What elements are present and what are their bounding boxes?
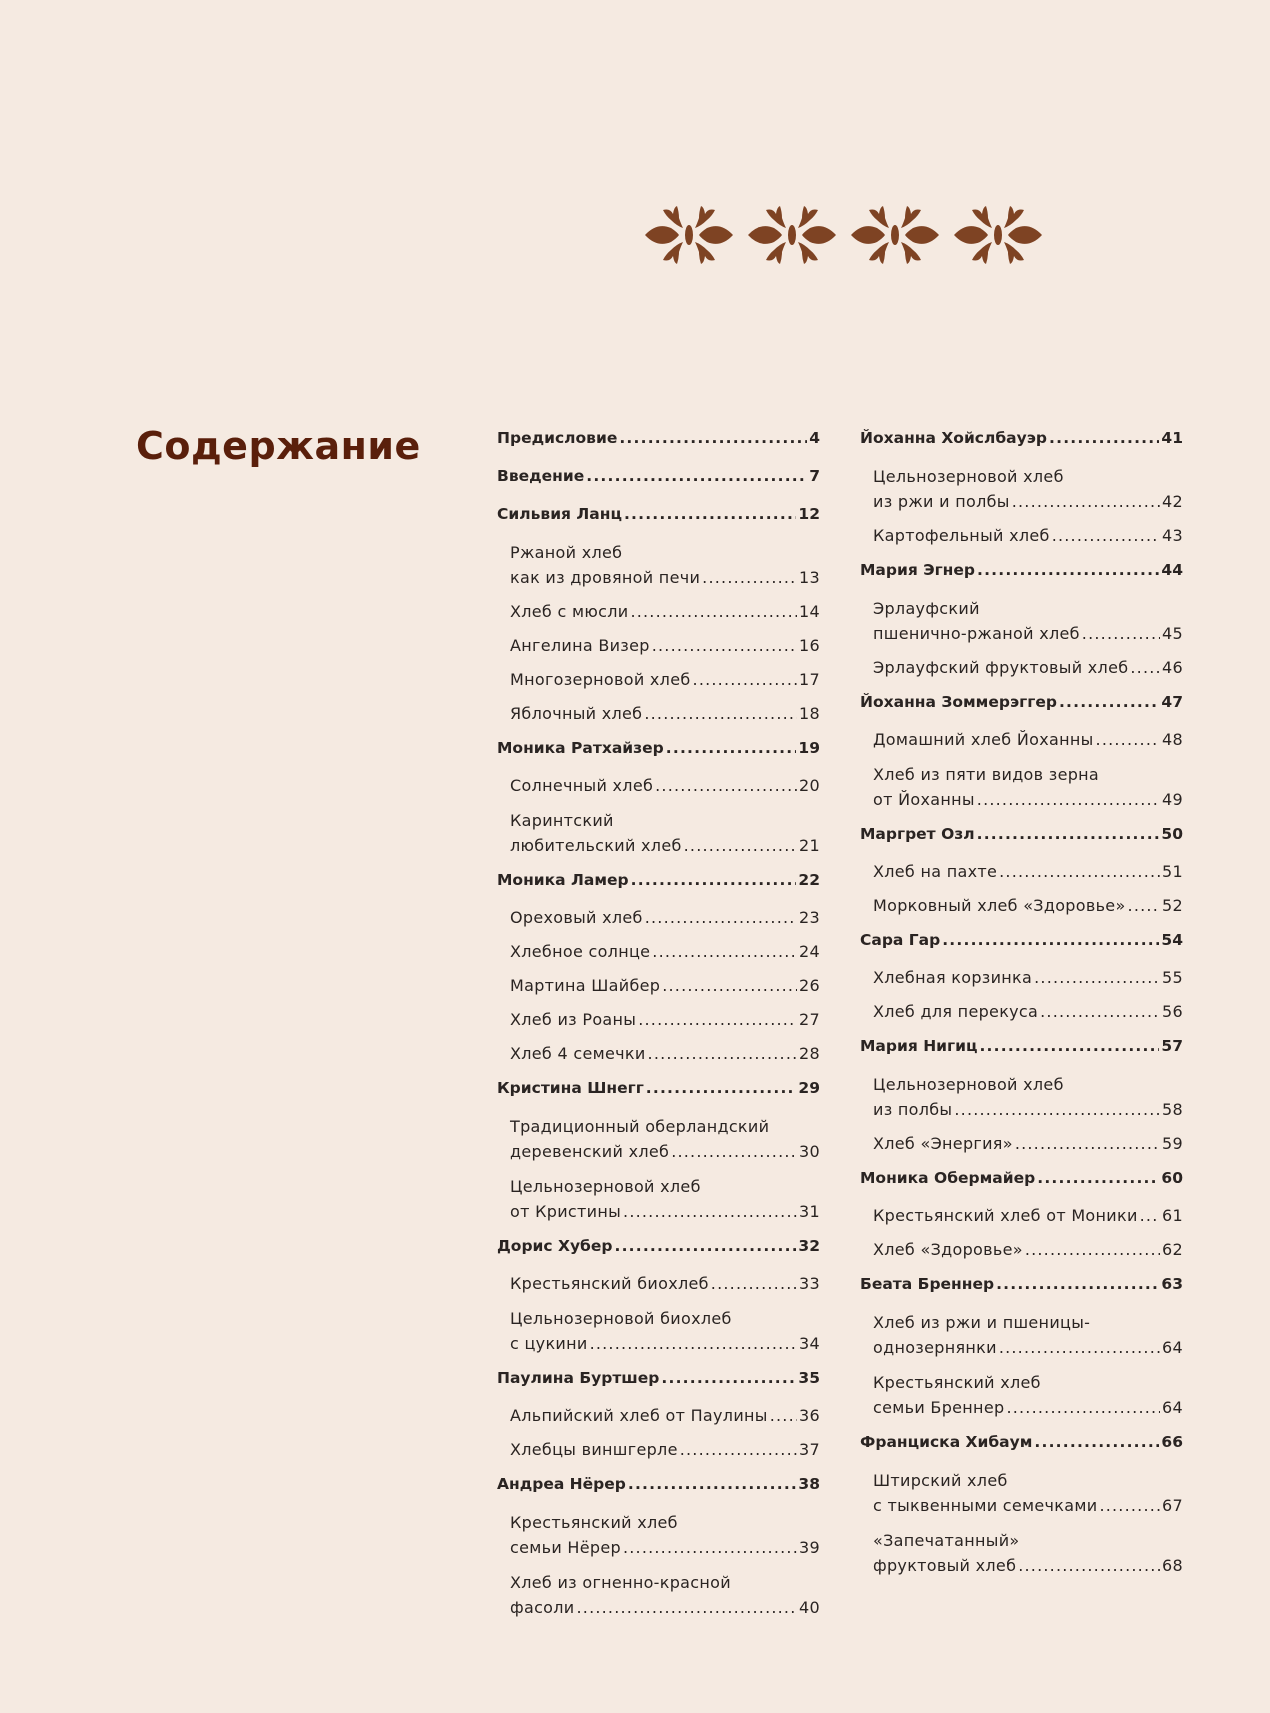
page-number: 66 <box>1161 1433 1183 1451</box>
toc-recipe-entry[interactable] <box>497 974 820 998</box>
toc-section-entry[interactable] <box>497 426 820 450</box>
dot-leader <box>1049 426 1159 450</box>
dot-leader <box>977 558 1159 582</box>
toc-entry-title-line: Традиционный оберландский <box>510 1117 770 1136</box>
page-number: 47 <box>1161 693 1183 711</box>
page-number: 61 <box>1162 1206 1183 1225</box>
toc-entry-title-line: Цельнозерновой хлеб <box>873 1075 1064 1094</box>
page-number: 56 <box>1162 1002 1183 1021</box>
dot-leader <box>1130 656 1160 680</box>
page-number: 23 <box>799 908 820 927</box>
toc-entry-title: Хлеб для перекуса <box>873 1002 1039 1021</box>
toc-entry-title: пшенично-ржаной хлеб <box>873 624 1080 643</box>
page-number: 46 <box>1162 658 1183 677</box>
toc-recipe-entry[interactable] <box>860 966 1183 990</box>
dot-leader <box>942 928 1159 952</box>
toc-section-entry[interactable] <box>860 558 1183 582</box>
dot-leader <box>586 464 807 488</box>
toc-recipe-entry[interactable] <box>860 1528 1183 1578</box>
toc-recipe-entry[interactable] <box>860 1238 1183 1262</box>
dot-leader <box>577 1596 798 1620</box>
dot-leader <box>646 1076 797 1100</box>
toc-entry-title-line: Крестьянский хлеб <box>510 1513 678 1532</box>
toc-entry-title: с тыквенными семечками <box>873 1496 1098 1515</box>
toc-recipe-entry[interactable] <box>860 1310 1183 1360</box>
toc-entry-title: Дорис Хубер <box>497 1237 613 1255</box>
dot-leader <box>693 668 798 692</box>
toc-entry-title-line: «Запечатанный» <box>873 1531 1020 1550</box>
toc-entry-title: Крестьянский биохлеб <box>510 1274 709 1293</box>
toc-section-entry[interactable] <box>497 736 820 760</box>
page-number: 32 <box>798 1237 820 1255</box>
toc-entry-title: Эрлауфский фруктовый хлеб <box>873 658 1129 677</box>
page-number: 13 <box>799 568 820 587</box>
dot-leader <box>630 600 797 624</box>
dot-leader <box>590 1332 797 1356</box>
toc-entry-title: Крестьянский хлеб от Моники <box>873 1206 1138 1225</box>
dot-leader <box>631 868 797 892</box>
page-number: 27 <box>799 1010 820 1029</box>
toc-entry-title: Йоханна Зоммерэггер <box>860 693 1057 711</box>
dot-leader <box>1059 690 1159 714</box>
page-number: 35 <box>798 1369 820 1387</box>
toc-entry-title: от Кристины <box>510 1202 622 1221</box>
toc-entry-title: Мария Нигиц <box>860 1037 978 1055</box>
toc-recipe-entry[interactable] <box>860 894 1183 918</box>
toc-section-entry[interactable] <box>860 822 1183 846</box>
page-number: 30 <box>799 1142 820 1161</box>
dot-leader <box>628 1472 797 1496</box>
toc-recipe-entry[interactable] <box>860 596 1183 646</box>
toc-recipe-entry[interactable] <box>497 702 820 726</box>
toc-entry-title: Хлебная корзинка <box>873 968 1033 987</box>
dot-leader <box>1025 1238 1160 1262</box>
toc-section-entry[interactable] <box>860 426 1183 450</box>
dot-leader <box>711 1272 797 1296</box>
dot-leader <box>977 822 1160 846</box>
dot-leader <box>624 502 796 526</box>
toc-recipe-entry[interactable] <box>860 860 1183 884</box>
toc-entry-title: с цукини <box>510 1334 588 1353</box>
toc-entry-title: из полбы <box>873 1100 953 1119</box>
toc-recipe-entry[interactable] <box>860 464 1183 514</box>
page-number: 58 <box>1162 1100 1183 1119</box>
toc-entry-title: Маргрет Озл <box>860 825 975 843</box>
toc-recipe-entry[interactable] <box>497 1510 820 1560</box>
page-number: 51 <box>1162 862 1183 881</box>
toc-recipe-entry[interactable] <box>497 906 820 930</box>
toc-entry-title: Хлеб «Здоровье» <box>873 1240 1023 1259</box>
toc-recipe-entry[interactable] <box>497 774 820 798</box>
toc-entry-title: любительский хлеб <box>510 836 682 855</box>
toc-entry-title: от Йоханны <box>873 790 975 809</box>
toc-entry-title: фруктовый хлеб <box>873 1556 1017 1575</box>
toc-entry-title: Ангелина Визер <box>510 636 650 655</box>
toc-recipe-entry[interactable] <box>860 1370 1183 1420</box>
toc-recipe-entry[interactable] <box>497 1438 820 1462</box>
toc-entry-title: Моника Ратхайзер <box>497 739 664 757</box>
toc-section-entry[interactable] <box>497 1472 820 1496</box>
page-number: 7 <box>809 467 820 485</box>
page-number: 45 <box>1162 624 1183 643</box>
dot-leader <box>623 1536 797 1560</box>
dot-leader <box>648 1042 798 1066</box>
toc-recipe-entry[interactable] <box>497 1570 820 1620</box>
toc-section-entry[interactable] <box>497 1366 820 1390</box>
toc-recipe-entry[interactable] <box>497 1114 820 1164</box>
floral-ornament-icon <box>746 204 838 266</box>
page-number: 52 <box>1162 896 1183 915</box>
toc-recipe-entry[interactable] <box>497 634 820 658</box>
dot-leader <box>996 1272 1159 1296</box>
toc-recipe-entry[interactable] <box>497 1008 820 1032</box>
page-number: 31 <box>799 1202 820 1221</box>
dot-leader <box>1128 894 1160 918</box>
toc-recipe-entry[interactable] <box>497 1306 820 1356</box>
dot-leader <box>638 1008 797 1032</box>
toc-entry-title: Ореховый хлеб <box>510 908 643 927</box>
dot-leader <box>652 634 797 658</box>
page-number: 17 <box>799 670 820 689</box>
page-number: 21 <box>799 836 820 855</box>
dot-leader <box>999 860 1160 884</box>
dot-leader <box>645 906 797 930</box>
toc-entry-title: Предисловие <box>497 429 618 447</box>
page-number: 34 <box>799 1334 820 1353</box>
dot-leader <box>770 1404 797 1428</box>
dot-leader <box>671 1140 797 1164</box>
dot-leader <box>661 1366 796 1390</box>
toc-recipe-entry[interactable] <box>497 540 820 590</box>
page-number: 62 <box>1162 1240 1183 1259</box>
dot-leader <box>662 974 797 998</box>
toc-entry-title: семьи Нёрер <box>510 1538 621 1557</box>
page-number: 42 <box>1162 492 1183 511</box>
dot-leader <box>644 702 797 726</box>
dot-leader <box>1018 1554 1160 1578</box>
toc-entry-title: фасоли <box>510 1598 575 1617</box>
toc-entry-title: Домашний хлеб Йоханны <box>873 730 1094 749</box>
dot-leader <box>1082 622 1160 646</box>
page-number: 22 <box>798 871 820 889</box>
toc-entry-title: семьи Бреннер <box>873 1398 1005 1417</box>
page-number: 14 <box>799 602 820 621</box>
toc-entry-title: Паулина Буртшер <box>497 1369 660 1387</box>
dot-leader <box>655 774 797 798</box>
toc-entry-title: Солнечный хлеб <box>510 776 654 795</box>
page-number: 20 <box>799 776 820 795</box>
toc-section-entry[interactable] <box>860 1034 1183 1058</box>
toc-entry-title: Хлеб 4 семечки <box>510 1044 646 1063</box>
toc-entry-title: Хлеб «Энергия» <box>873 1134 1013 1153</box>
dot-leader <box>999 1336 1160 1360</box>
toc-recipe-entry[interactable] <box>860 524 1183 548</box>
page-number: 64 <box>1162 1338 1183 1357</box>
toc-entry-title-line: Хлеб из огненно-красной <box>510 1573 731 1592</box>
toc-recipe-entry[interactable] <box>860 1072 1183 1122</box>
dot-leader <box>979 1034 1159 1058</box>
page-number: 43 <box>1162 526 1183 545</box>
toc-section-entry[interactable] <box>860 1430 1183 1454</box>
page-number: 59 <box>1162 1134 1183 1153</box>
dot-leader <box>1096 728 1161 752</box>
floral-ornament-icon <box>849 204 941 266</box>
toc-entry-title: Введение <box>497 467 585 485</box>
page-number: 50 <box>1161 825 1183 843</box>
page-number: 54 <box>1161 931 1183 949</box>
toc-recipe-entry[interactable] <box>860 1204 1183 1228</box>
dot-leader <box>1037 1166 1159 1190</box>
dot-leader <box>666 736 797 760</box>
page-number: 19 <box>798 739 820 757</box>
toc-recipe-entry[interactable] <box>860 1468 1183 1518</box>
page-number: 49 <box>1162 790 1183 809</box>
toc-entry-title-line: Ржаной хлеб <box>510 543 623 562</box>
page-number: 48 <box>1162 730 1183 749</box>
toc-entry-title: Андреа Нёрер <box>497 1475 626 1493</box>
page-number: 68 <box>1162 1556 1183 1575</box>
dot-leader <box>623 1200 797 1224</box>
toc-entry-title: Беата Бреннер <box>860 1275 995 1293</box>
toc-entry-title: Картофельный хлеб <box>873 526 1050 545</box>
dot-leader <box>1034 966 1160 990</box>
toc-recipe-entry[interactable] <box>497 1042 820 1066</box>
toc-entry-title: Сильвия Ланц <box>497 505 622 523</box>
page-number: 36 <box>799 1406 820 1425</box>
page-number: 37 <box>799 1440 820 1459</box>
toc-entry-title-line: Цельнозерновой биохлеб <box>510 1309 732 1328</box>
dot-leader <box>1040 1000 1160 1024</box>
dot-leader <box>977 788 1160 812</box>
dot-leader <box>684 834 797 858</box>
dot-leader <box>702 566 797 590</box>
floral-ornament-icon <box>643 204 735 266</box>
toc-entry-title-line: Хлеб из пяти видов зерна <box>873 765 1100 784</box>
toc-entry-title-line: Каринтский <box>510 811 614 830</box>
toc-entry-title-line: Штирский хлеб <box>873 1471 1008 1490</box>
page-number: 38 <box>798 1475 820 1493</box>
toc-entry-title: Хлебное солнце <box>510 942 651 961</box>
toc-entry-title: Многозерновой хлеб <box>510 670 691 689</box>
ornament-row <box>643 204 1044 266</box>
page-number: 44 <box>1161 561 1183 579</box>
toc-entry-title: Хлеб из Роаны <box>510 1010 637 1029</box>
toc-recipe-entry[interactable] <box>860 762 1183 812</box>
page-number: 67 <box>1162 1496 1183 1515</box>
dot-leader <box>680 1438 797 1462</box>
toc-section-entry[interactable] <box>497 1234 820 1258</box>
toc-entry-title: деревенский хлеб <box>510 1142 670 1161</box>
toc-entry-title: Моника Ламер <box>497 871 629 889</box>
dot-leader <box>652 940 797 964</box>
toc-entry-title: из ржи и полбы <box>873 492 1010 511</box>
toc-column-right <box>860 426 1183 1588</box>
page-number: 33 <box>799 1274 820 1293</box>
toc-entry-title-line: Хлеб из ржи и пшеницы- <box>873 1313 1091 1332</box>
toc-section-entry[interactable] <box>860 1272 1183 1296</box>
toc-entry-title: Альпийский хлеб от Паулины <box>510 1406 768 1425</box>
page-number: 41 <box>1161 429 1183 447</box>
toc-recipe-entry[interactable] <box>497 668 820 692</box>
toc-entry-title-line: Цельнозерновой хлеб <box>510 1177 701 1196</box>
page-number: 24 <box>799 942 820 961</box>
page-number: 18 <box>799 704 820 723</box>
page-number: 12 <box>798 505 820 523</box>
toc-section-entry[interactable] <box>860 1166 1183 1190</box>
page-number: 57 <box>1161 1037 1183 1055</box>
toc-entry-title: как из дровяной печи <box>510 568 701 587</box>
toc-entry-title: Йоханна Хойслбауэр <box>860 429 1048 447</box>
dot-leader <box>619 426 807 450</box>
toc-recipe-entry[interactable] <box>497 600 820 624</box>
toc-entry-title-line: Эрлауфский <box>873 599 980 618</box>
page-number: 16 <box>799 636 820 655</box>
floral-ornament-icon <box>952 204 1044 266</box>
page-number: 55 <box>1162 968 1183 987</box>
dot-leader <box>954 1098 1160 1122</box>
page-number: 39 <box>799 1538 820 1557</box>
page-title: Содержание <box>136 424 421 468</box>
dot-leader <box>1099 1494 1160 1518</box>
toc-entry-title-line: Цельнозерновой хлеб <box>873 467 1064 486</box>
toc-entry-title: Хлебцы виншгерле <box>510 1440 678 1459</box>
page-number: 29 <box>798 1079 820 1097</box>
toc-entry-title: Яблочный хлеб <box>510 704 643 723</box>
toc-recipe-entry[interactable] <box>497 1404 820 1428</box>
toc-entry-title: Моника Обермайер <box>860 1169 1036 1187</box>
toc-entry-title: Сара Гар <box>860 931 941 949</box>
toc-section-entry[interactable] <box>497 1076 820 1100</box>
page-number: 63 <box>1161 1275 1183 1293</box>
toc-recipe-entry[interactable] <box>497 1272 820 1296</box>
toc-recipe-entry[interactable] <box>497 808 820 858</box>
toc-recipe-entry[interactable] <box>860 1000 1183 1024</box>
toc-entry-title: Морковный хлеб «Здоровье» <box>873 896 1126 915</box>
toc-column-left <box>497 426 820 1630</box>
toc-recipe-entry[interactable] <box>497 1174 820 1224</box>
toc-entry-title: Хлеб с мюсли <box>510 602 629 621</box>
toc-entry-title: Хлеб на пахте <box>873 862 998 881</box>
toc-recipe-entry[interactable] <box>860 1132 1183 1156</box>
toc-entry-title: Франциска Хибаум <box>860 1433 1033 1451</box>
toc-recipe-entry[interactable] <box>860 728 1183 752</box>
page-number: 28 <box>799 1044 820 1063</box>
dot-leader <box>1052 524 1160 548</box>
toc-section-entry[interactable] <box>497 502 820 526</box>
toc-entry-title: Мария Эгнер <box>860 561 975 579</box>
page-number: 26 <box>799 976 820 995</box>
page-number: 4 <box>809 429 820 447</box>
toc-entry-title: Кристина Шнегг <box>497 1079 644 1097</box>
dot-leader <box>1015 1132 1160 1156</box>
toc-section-entry[interactable] <box>860 690 1183 714</box>
toc-section-entry[interactable] <box>497 464 820 488</box>
dot-leader <box>1006 1396 1160 1420</box>
toc-section-entry[interactable] <box>497 868 820 892</box>
toc-recipe-entry[interactable] <box>860 656 1183 680</box>
toc-entry-title: Мартина Шайбер <box>510 976 661 995</box>
dot-leader <box>614 1234 796 1258</box>
page-number: 64 <box>1162 1398 1183 1417</box>
toc-recipe-entry[interactable] <box>497 940 820 964</box>
dot-leader <box>1140 1204 1160 1228</box>
toc-entry-title-line: Крестьянский хлеб <box>873 1373 1041 1392</box>
toc-section-entry[interactable] <box>860 928 1183 952</box>
page-number: 40 <box>799 1598 820 1617</box>
page-number: 60 <box>1161 1169 1183 1187</box>
dot-leader <box>1034 1430 1159 1454</box>
toc-entry-title: однозернянки <box>873 1338 997 1357</box>
dot-leader <box>1012 490 1160 514</box>
